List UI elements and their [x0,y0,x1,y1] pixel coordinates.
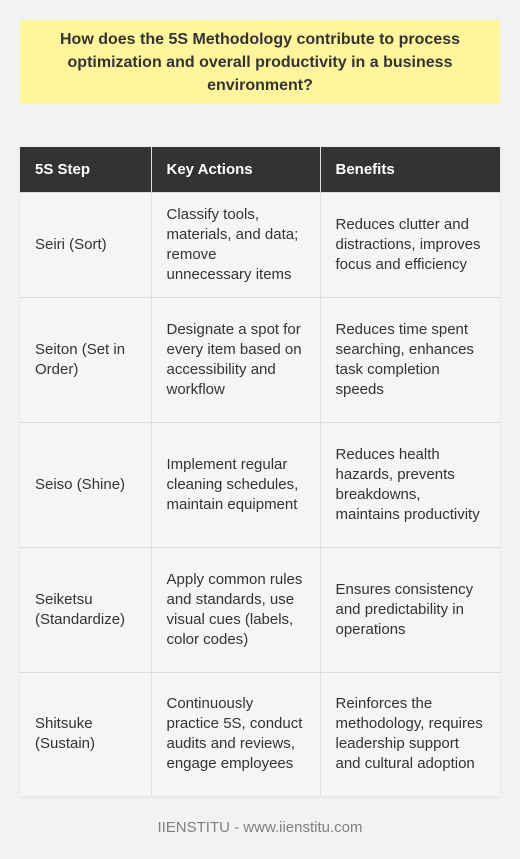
five-s-table [20,147,500,796]
table-row [20,192,500,297]
benefits-cell: Reduces time spent searching, enhances task completion speeds [320,297,500,422]
header-5s-step: 5S Step [20,147,151,192]
actions-cell: Continuously practice 5S, conduct audits and reviews, engage employees [151,672,320,796]
table-row [20,422,500,547]
header-benefits: Benefits [320,147,500,192]
benefits-cell: Reduces clutter and distractions, improves focus and efficiency [320,192,500,297]
benefits-cell: Ensures consistency and predictability in operations [320,547,500,672]
table-header-row [20,147,500,192]
question-box [20,20,500,104]
benefits-cell: Reduces health hazards, prevents breakdowns, maintains productivity [320,422,500,547]
table-row [20,547,500,672]
actions-cell: Classify tools, materials, and data; remove unnecessary items [151,192,320,297]
step-cell: Seiri (Sort) [20,192,151,297]
footer-credit: IIENSTITU - www.iienstitu.com [157,819,363,836]
header-key-actions: Key Actions [151,147,320,192]
actions-cell: Designate a spot for every item based on accessibility and workflow [151,297,320,422]
table-row [20,672,500,796]
step-cell: Seiton (Set in Order) [20,297,151,422]
question-title: How does the 5S Methodology contribute to process optimization and overall productivity in a business environment? [59,30,461,94]
step-cell: Shitsuke (Sustain) [20,672,151,796]
step-cell: Seiso (Shine) [20,422,151,547]
actions-cell: Implement regular cleaning schedules, maintain equipment [151,422,320,547]
actions-cell: Apply common rules and standards, use visual cues (labels, color codes) [151,547,320,672]
benefits-cell: Reinforces the methodology, requires leadership support and cultural adoption [320,672,500,796]
table-row [20,297,500,422]
step-cell: Seiketsu (Standardize) [20,547,151,672]
